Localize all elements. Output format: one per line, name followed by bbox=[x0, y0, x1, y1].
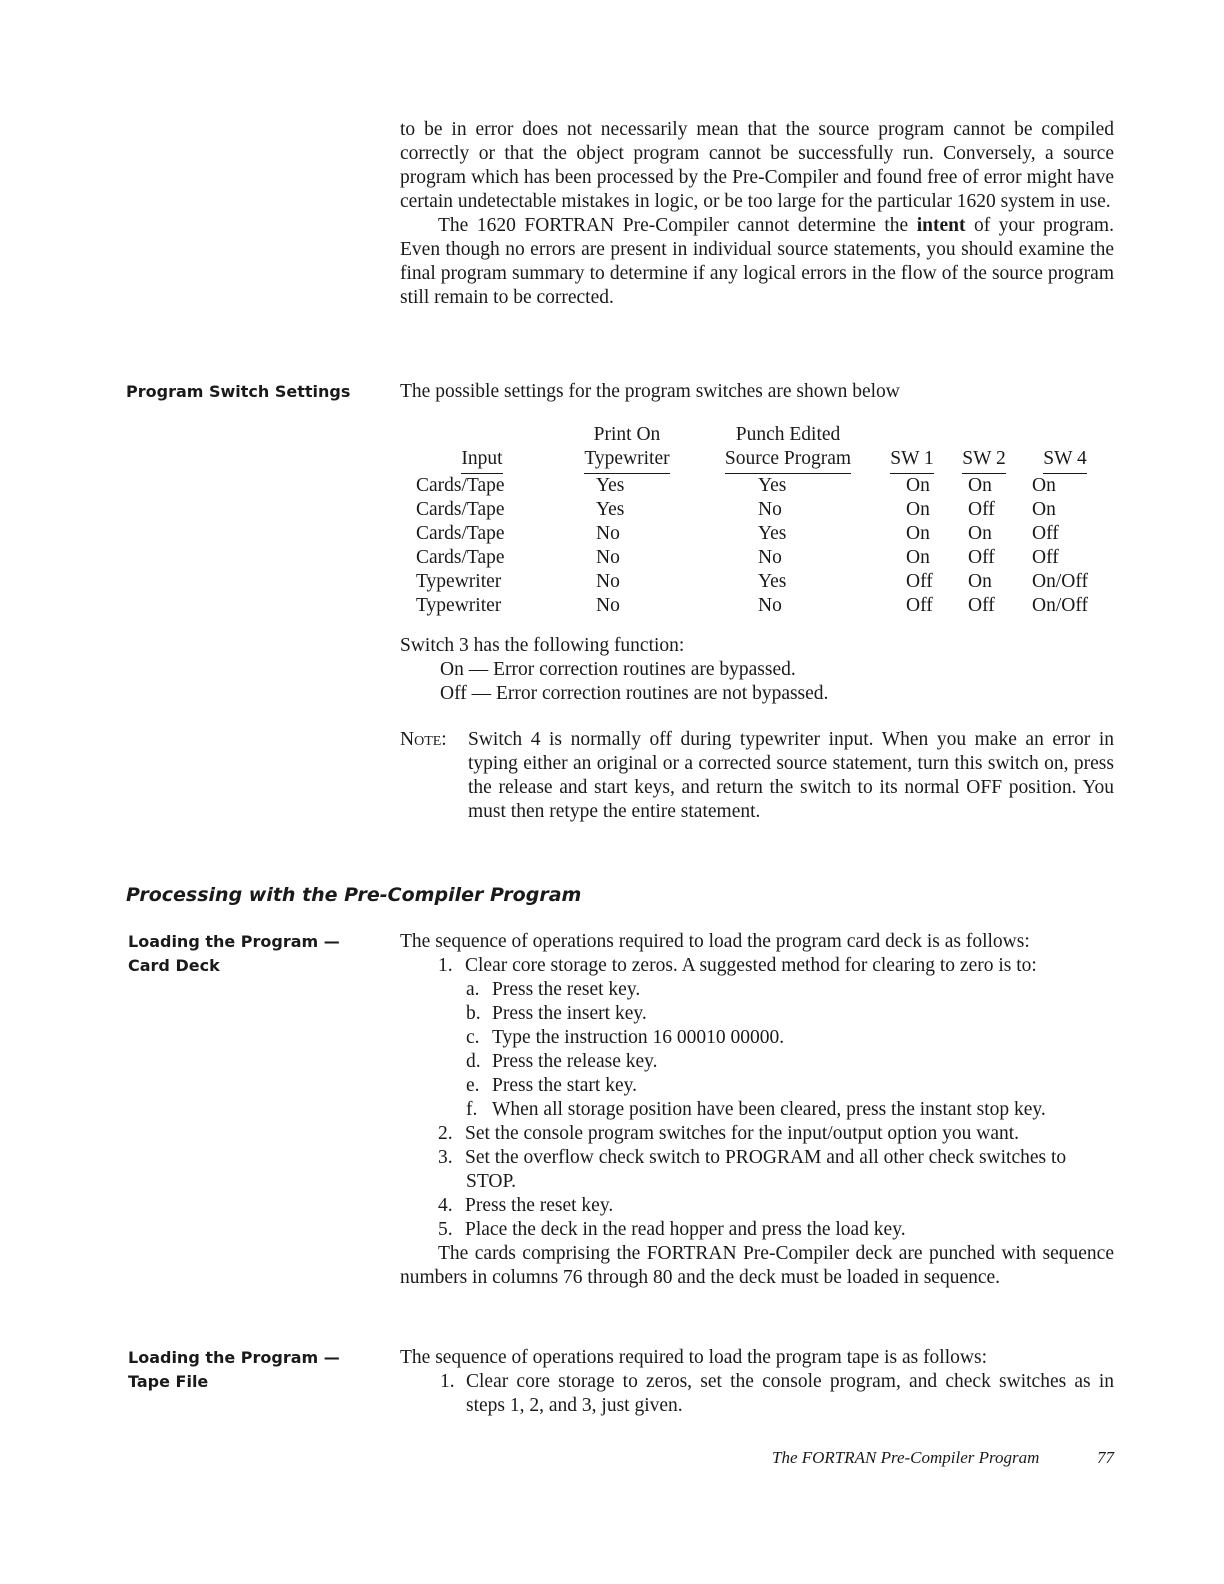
col-punch bbox=[700, 423, 876, 474]
intro-p2-a: The 1620 bbox=[438, 215, 525, 236]
cell-punch: Yes bbox=[758, 523, 787, 544]
step-text: Clear core storage to zeros. A suggested method for clearing to zero is to: bbox=[465, 955, 1037, 976]
switch3-off: Off — Error correction routines are not bypassed. bbox=[440, 683, 829, 704]
tape-file-heading-line1: Loading the Program — bbox=[128, 1348, 340, 1367]
substep-letter: b. bbox=[466, 1003, 481, 1024]
list-item bbox=[400, 954, 1114, 978]
cell-print: No bbox=[596, 571, 620, 592]
card-deck-lead: The sequence of operations required to load the program card deck is as follows: bbox=[400, 931, 1030, 952]
page-footer bbox=[772, 1446, 1114, 1470]
table-row bbox=[410, 546, 1110, 570]
substep-text: Press the release key. bbox=[492, 1051, 658, 1072]
substep-text: Press the start key. bbox=[492, 1075, 637, 1096]
cell-sw2: Off bbox=[968, 499, 995, 520]
cell-sw4: Off bbox=[1032, 547, 1059, 568]
cell-sw2: Off bbox=[968, 547, 995, 568]
substep-letter: a. bbox=[466, 979, 480, 1000]
col-sw2 bbox=[948, 423, 1020, 474]
switch-settings-table bbox=[410, 423, 1110, 618]
tail-b: Pre-Compiler deck are punched with sequence numbers in columns 76 through 80 and the deck must be loaded in sequence. bbox=[400, 1243, 1114, 1288]
tape-file-heading-line2: Tape File bbox=[128, 1372, 209, 1391]
cell-punch: No bbox=[758, 547, 782, 568]
note-body bbox=[468, 728, 1114, 824]
col-sw4-label: SW 4 bbox=[1043, 447, 1087, 474]
cell-input: Cards/Tape bbox=[416, 499, 505, 520]
cell-sw4: On bbox=[1032, 499, 1056, 520]
table-row bbox=[410, 474, 1110, 498]
cell-input: Cards/Tape bbox=[416, 523, 505, 544]
substep-text: Type the instruction 16 00010 00000. bbox=[492, 1027, 785, 1048]
step-text: Clear core storage to zeros, set the console program, and check switches as in steps 1, 2, and 3, just given. bbox=[466, 1371, 1114, 1416]
switch3-intro: Switch 3 has the following function: bbox=[400, 635, 685, 656]
tape-file-lead: The sequence of operations required to load the program tape is as follows: bbox=[400, 1347, 987, 1368]
cell-sw1: On bbox=[906, 499, 930, 520]
note-b: position. You must then retype the entire statement. bbox=[468, 777, 1114, 822]
intro-p2-fortran: FORTRAN bbox=[524, 215, 615, 236]
substep-letter: e. bbox=[466, 1075, 480, 1096]
cell-sw4: Off bbox=[1032, 523, 1059, 544]
switch-settings-heading: Program Switch Settings bbox=[126, 382, 351, 401]
cell-sw4: On/Off bbox=[1032, 595, 1088, 616]
col-sw4 bbox=[1020, 423, 1110, 474]
cell-punch: Yes bbox=[758, 571, 787, 592]
step-number: 3. bbox=[438, 1147, 453, 1168]
cell-print: No bbox=[596, 523, 620, 544]
step-number: 5. bbox=[438, 1219, 453, 1240]
col-punch-line2: Source Program bbox=[725, 447, 851, 474]
cell-input: Typewriter bbox=[416, 595, 502, 616]
cell-print: Yes bbox=[596, 499, 625, 520]
page-number: 77 bbox=[1097, 1448, 1114, 1467]
list-item bbox=[400, 1122, 1114, 1146]
intro-p2-intent: intent bbox=[916, 215, 966, 236]
cell-print: Yes bbox=[596, 475, 625, 496]
intro-p2-b: Pre-Compiler cannot determine the bbox=[614, 215, 917, 236]
intro-paragraph-2 bbox=[400, 214, 1114, 310]
card-deck-heading-line1: Loading the Program — bbox=[128, 932, 340, 951]
col-print-line1: Print On bbox=[593, 424, 661, 445]
list-item bbox=[400, 1370, 1114, 1418]
table-row bbox=[410, 498, 1110, 522]
substep-letter: c. bbox=[466, 1027, 480, 1048]
col-sw1 bbox=[876, 423, 948, 474]
list-item bbox=[400, 1026, 1114, 1050]
col-punch-line1: Punch Edited bbox=[735, 424, 841, 445]
step-text-a: Set the overflow check switch to bbox=[465, 1147, 725, 1168]
step-text-b: and all other check switches to bbox=[821, 1147, 1067, 1168]
cell-print: No bbox=[596, 547, 620, 568]
cell-sw2: On bbox=[968, 475, 992, 496]
list-item bbox=[400, 1050, 1114, 1074]
cell-sw1: Off bbox=[906, 571, 933, 592]
substep-letter: d. bbox=[466, 1051, 481, 1072]
footer-title: The FORTRAN Pre-Compiler Program bbox=[772, 1448, 1040, 1467]
intro-paragraph-1: to be in error does not necessarily mean that the source program cannot be compiled correctly or that the object program cannot be successfully run. Conversely, a source program which has been processed by the Pre-Compiler and found free of error might have certain undetectable mistakes in logic, or be too large for the particular 1620 system in use. bbox=[400, 119, 1114, 212]
switch-settings-lead: The possible settings for the program switches are shown below bbox=[400, 381, 900, 402]
cell-input: Cards/Tape bbox=[416, 475, 505, 496]
col-input bbox=[410, 423, 554, 474]
cell-punch: No bbox=[758, 595, 782, 616]
col-sw2-label: SW 2 bbox=[962, 447, 1006, 474]
tail-fortran: FORTRAN bbox=[646, 1243, 737, 1264]
tail-a: The cards comprising the bbox=[438, 1243, 647, 1264]
cell-sw1: On bbox=[906, 547, 930, 568]
cell-sw4: On bbox=[1032, 475, 1056, 496]
card-deck-heading bbox=[128, 930, 340, 978]
col-sw1-label: SW 1 bbox=[890, 447, 934, 474]
cell-input: Cards/Tape bbox=[416, 547, 505, 568]
step-number: 4. bbox=[438, 1195, 453, 1216]
cell-punch: No bbox=[758, 499, 782, 520]
substep-text: Press the insert key. bbox=[492, 1003, 647, 1024]
switch3-description bbox=[400, 634, 1114, 706]
note-block bbox=[400, 728, 1114, 824]
cell-sw1: Off bbox=[906, 595, 933, 616]
note-label: Note: bbox=[400, 729, 447, 750]
intro-text bbox=[400, 118, 1114, 310]
tape-file-heading bbox=[128, 1346, 340, 1394]
col-print-line2: Typewriter bbox=[584, 447, 669, 474]
cell-sw2: On bbox=[968, 523, 992, 544]
step-program-word: PROGRAM bbox=[724, 1147, 822, 1168]
list-item bbox=[400, 1098, 1114, 1122]
table-row bbox=[410, 522, 1110, 546]
note-a: Switch 4 is normally off during typewriter input. When you make an error in typing either an original or a corrected source statement, turn this switch on, press the release and start keys, and return the switch to its normal bbox=[468, 729, 1114, 798]
section-title: Processing with the Pre-Compiler Program bbox=[126, 884, 582, 906]
step-text: Place the deck in the read hopper and press the load key. bbox=[465, 1219, 906, 1240]
note-off: OFF bbox=[966, 777, 1003, 798]
tape-file-body bbox=[400, 1346, 1114, 1418]
table-row bbox=[410, 594, 1110, 618]
cell-sw2: On bbox=[968, 571, 992, 592]
switch3-on: On — Error correction routines are bypassed. bbox=[440, 659, 796, 680]
substep-letter: f. bbox=[466, 1099, 478, 1120]
cell-sw1: On bbox=[906, 475, 930, 496]
step-number: 1. bbox=[438, 955, 453, 976]
cell-sw2: Off bbox=[968, 595, 995, 616]
list-item bbox=[400, 1194, 1114, 1218]
table-header-row bbox=[410, 423, 1110, 474]
card-deck-body bbox=[400, 930, 1114, 1290]
step-text: Set the console program switches for the input/output option you want. bbox=[465, 1123, 1020, 1144]
cell-print: No bbox=[596, 595, 620, 616]
card-deck-heading-line2: Card Deck bbox=[128, 956, 220, 975]
list-item bbox=[400, 1074, 1114, 1098]
cell-punch: Yes bbox=[758, 475, 787, 496]
list-item bbox=[400, 978, 1114, 1002]
substep-text: Press the reset key. bbox=[492, 979, 641, 1000]
cell-sw1: On bbox=[906, 523, 930, 544]
card-deck-tail bbox=[400, 1242, 1114, 1290]
cell-sw4: On/Off bbox=[1032, 571, 1088, 592]
step-text: Press the reset key. bbox=[465, 1195, 614, 1216]
intro-p2-c: of your program. Even though no errors are present in individual source statements, you should examine the final program summary to determine if any logical errors in the flow of the source program still remain to be corrected. bbox=[400, 215, 1114, 308]
list-item bbox=[400, 1002, 1114, 1026]
step-number: 2. bbox=[438, 1123, 453, 1144]
cell-input: Typewriter bbox=[416, 571, 502, 592]
list-item bbox=[400, 1218, 1114, 1242]
list-item bbox=[400, 1146, 1114, 1170]
table-row bbox=[410, 570, 1110, 594]
step-stop-word: STOP. bbox=[466, 1171, 517, 1192]
substep-text: When all storage position have been cleared, press the instant stop key. bbox=[492, 1099, 1046, 1120]
col-input-label: Input bbox=[461, 447, 502, 474]
col-print bbox=[554, 423, 700, 474]
step-number: 1. bbox=[440, 1371, 455, 1392]
